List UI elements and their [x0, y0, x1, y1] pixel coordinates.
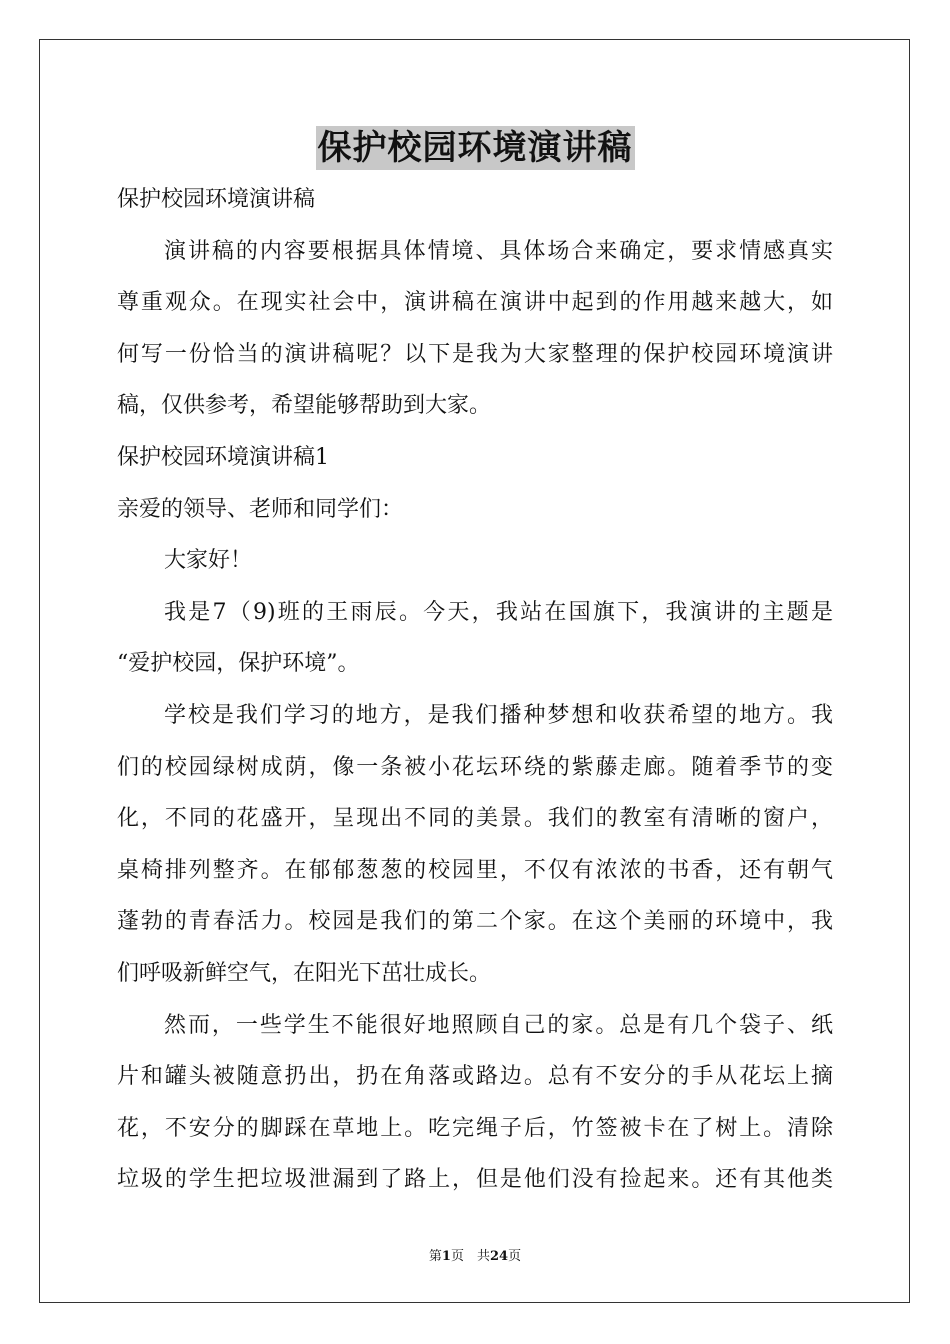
text-line: 蓬勃的青春活力。校园是我们的第二个家。在这个美丽的环境中，我 — [117, 909, 833, 935]
text-line: 大家好！ — [164, 548, 253, 574]
document-body — [117, 174, 833, 1206]
text-line: 片和罐头被随意扔出，扔在角落或路边。总有不安分的手从花坛上摘 — [117, 1064, 833, 1090]
footer-suffix: 页 — [508, 1249, 522, 1264]
text-line: 垃圾的学生把垃圾泄漏到了路上，但是他们没有捡起来。还有其他类 — [117, 1167, 833, 1193]
text-line: 然而，一些学生不能很好地照顾自己的家。总是有几个袋子、纸 — [164, 1012, 833, 1038]
page-footer — [0, 1248, 950, 1266]
footer-prefix: 第 — [428, 1249, 442, 1264]
text-line: 花，不安分的脚踩在草地上。吃完绳子后，竹签被卡在了树上。清除 — [117, 1115, 833, 1141]
text-line: 何写一份恰当的演讲稿呢？以下是我为大家整理的保护校园环境演讲 — [117, 341, 833, 367]
text-line: 们的校园绿树成荫，像一条被小花坛环绕的紫藤走廊。随着季节的变 — [117, 754, 833, 780]
text-line: “爱护校园，保护环境”。 — [117, 651, 360, 677]
document-title: 保护校园环境演讲稿 — [317, 128, 633, 168]
text-line: 们呼吸新鲜空气，在阳光下茁壮成长。 — [117, 960, 492, 986]
text-line: 尊重观众。在现实社会中，演讲稿在演讲中起到的作用越来越大，如 — [117, 290, 833, 316]
text-line: 演讲稿的内容要根据具体情境、具体场合来确定，要求情感真实 — [164, 238, 833, 264]
text-line: 保护校园环境演讲稿1 — [117, 444, 329, 470]
text-line: 化，不同的花盛开，呈现出不同的美景。我们的教室有清晰的窗户， — [117, 806, 833, 832]
footer-mid: 页 共 — [450, 1249, 490, 1264]
text-line: 稿，仅供参考，希望能够帮助到大家。 — [117, 393, 492, 419]
text-line: 学校是我们学习的地方，是我们播种梦想和收获希望的地方。我 — [164, 702, 833, 728]
text-line: 我是7（9)班的王雨辰。今天，我站在国旗下，我演讲的主题是 — [164, 599, 833, 625]
title-container — [0, 126, 950, 170]
text-line: 保护校园环境演讲稿 — [117, 187, 316, 212]
footer-total-pages: 24 — [489, 1249, 509, 1264]
text-line: 亲爱的领导、老师和同学们： — [117, 496, 404, 522]
footer-page-number: 1 — [441, 1249, 451, 1264]
text-line: 桌椅排列整齐。在郁郁葱葱的校园里，不仅有浓浓的书香，还有朝气 — [117, 857, 833, 883]
